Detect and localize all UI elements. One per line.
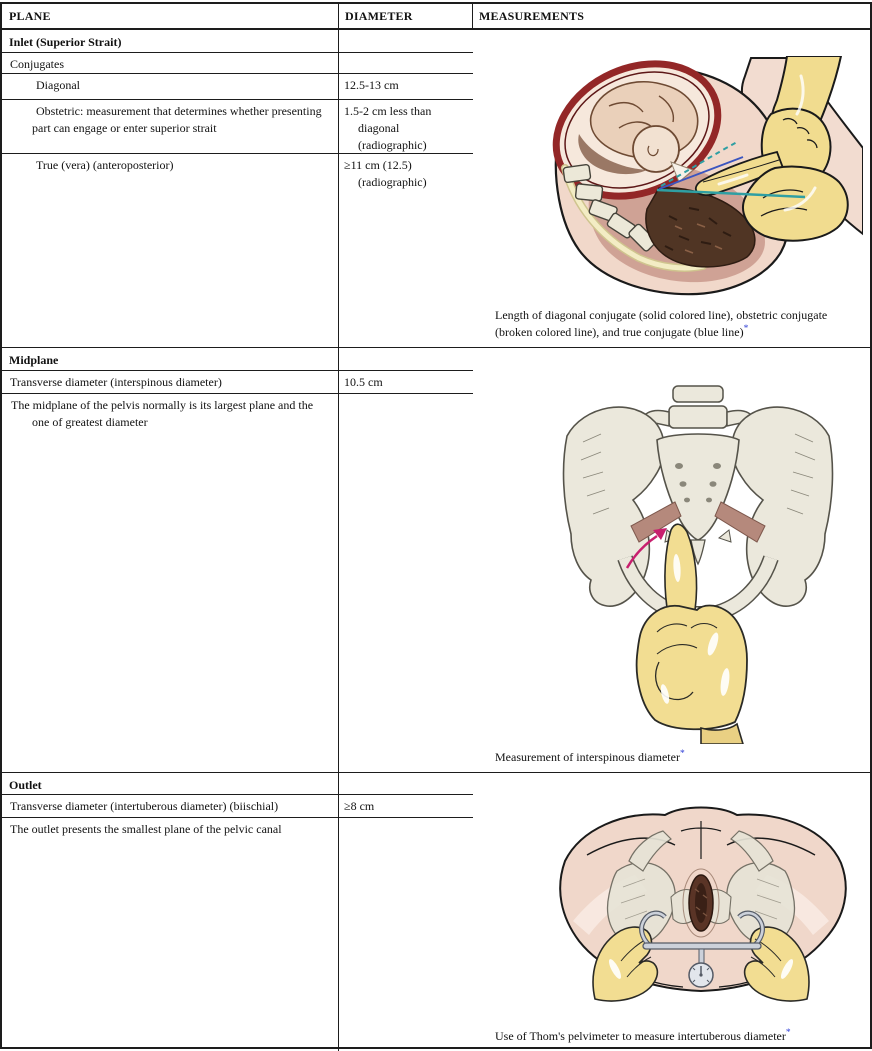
row-midplane-note (2, 394, 473, 773)
row-inlet-section (2, 30, 473, 53)
plane-cell-interspinous: Transverse diameter (interspinous diameter) (2, 371, 339, 393)
column-header-diameter: DIAMETER (339, 4, 473, 28)
caption-midplane-text: Measurement of interspinous diameter (495, 749, 680, 764)
measurement-cell-inlet (473, 30, 870, 348)
ischial-spine-right (719, 530, 731, 542)
diameter-cell-obstetric: 1.5-2 cm less than diagonal (radiographic) (344, 104, 432, 152)
row-diagonal (2, 74, 473, 100)
caption-outlet (473, 1028, 870, 1051)
row-obstetric (2, 100, 473, 154)
plane-cell-true-conjugate: True (vera) (anteroposterior) (2, 154, 339, 347)
examining-hand (637, 524, 747, 744)
plane-cell-outlet-note: The outlet presents the smallest plane of the pelvic canal (2, 818, 339, 1051)
diameter-cell-true-conjugate: ≥11 cm (12.5) (radiographic) (344, 158, 427, 189)
row-intertuberous (2, 795, 473, 818)
measurements-column (473, 30, 870, 1051)
plane-cell-diagonal: Diagonal (2, 74, 339, 99)
diameter-cell-empty (339, 773, 473, 794)
caption-inlet (473, 307, 870, 347)
table-body (2, 30, 870, 1051)
diameter-cell-empty (339, 818, 473, 1051)
diameter-cell-intertuberous: ≥8 cm (344, 799, 375, 813)
plane-cell-conjugates: Conjugates (2, 53, 339, 73)
diameter-cell-diagonal: 12.5-13 cm (344, 78, 399, 92)
section-title-outlet: Outlet (2, 773, 339, 794)
column-header-measurements: MEASUREMENTS (479, 9, 585, 23)
row-interspinous (2, 371, 473, 394)
diameter-cell-empty (339, 394, 473, 772)
footnote-asterisk[interactable]: * (679, 748, 685, 759)
footnote-asterisk[interactable]: * (785, 1027, 791, 1038)
row-midplane-section (2, 348, 473, 371)
section-title-inlet: Inlet (Superior Strait) (2, 30, 339, 52)
pelvis-bones (564, 386, 833, 614)
plane-diameter-columns (2, 30, 473, 1051)
table-header-row (2, 4, 870, 30)
column-header-plane: PLANE (2, 4, 339, 28)
row-outlet-section (2, 773, 473, 795)
caption-inlet-text: Length of diagonal conjugate (solid colored line), obstetric conjugate (broken colored line), and true conjugate (blue line) (495, 307, 828, 339)
diameter-cell-interspinous: 10.5 cm (344, 375, 383, 389)
pelvic-planes-table (0, 2, 872, 1049)
caption-midplane (473, 749, 870, 772)
plane-cell-obstetric: Obstetric: measurement that determines whether presenting part can engage or enter superior strait (2, 100, 339, 153)
caption-outlet-text: Use of Thom's pelvimeter to measure intertuberous diameter (495, 1028, 786, 1043)
midplane-interspinous-illustration (553, 382, 843, 744)
diameter-cell-empty (339, 30, 473, 52)
row-true-conjugate (2, 154, 473, 348)
footnote-asterisk[interactable]: * (743, 323, 749, 334)
outlet-pelvimeter-illustration (543, 801, 859, 1003)
row-outlet-note (2, 818, 473, 1051)
plane-cell-intertuberous: Transverse diameter (intertuberous diameter) (biischial) (2, 795, 339, 817)
diameter-cell-empty (339, 348, 473, 370)
measurement-cell-outlet (473, 773, 870, 1051)
row-conjugates (2, 53, 473, 74)
diameter-cell-empty (339, 53, 473, 73)
inlet-conjugates-illustration (539, 56, 863, 300)
measurement-cell-midplane (473, 348, 870, 773)
vulva (683, 869, 719, 937)
plane-cell-midplane-note: The midplane of the pelvis normally is its largest plane and the one of greatest diameter (2, 394, 339, 772)
section-title-midplane: Midplane (2, 348, 339, 370)
